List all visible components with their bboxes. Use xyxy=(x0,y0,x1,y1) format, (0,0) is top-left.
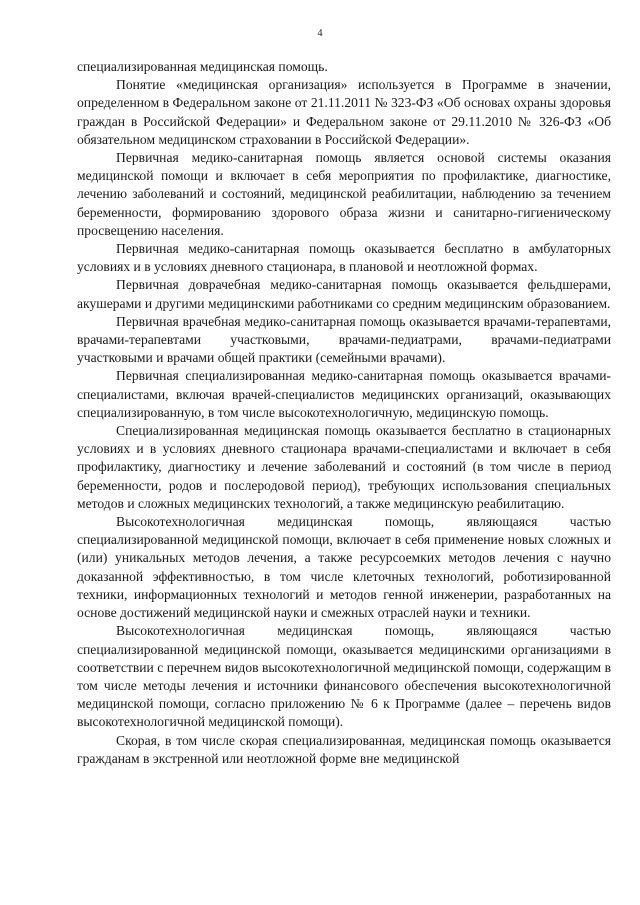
paragraph-emergency-care: Скорая, в том числе скорая специализированная, медицинская помощь оказывается гражданам в экстренной или неотложной форме вне медицинской xyxy=(77,732,611,766)
paragraph-medical-organization-term: Понятие «медицинская организация» используется в Программе в значении, определенном в Федеральном законе от 21.11.2011 № 323-ФЗ «Об основах охраны здоровья граждан в Российской Федерации» и Федеральном законе от 29.11.2010 № 326-ФЗ «Об обязательном медицинском страховании в Российской Федерации». xyxy=(77,77,611,147)
paragraph-high-tech-care-list: Высокотехнологичная медицинская помощь, являющаяся частью специализированной медицинской помощи, оказывается медицинскими организациями в соответствии с перечнем видов высокотехнологичной медицинской помощи, содержащим в том числе методы лечения и источники финансового обеспечения высокотехнологичной медицинской помощи, согласно приложению № 6 к Программе (далее – перечень видов высокотехнологичной медицинской помощи). xyxy=(77,623,611,730)
document-body xyxy=(77,58,611,768)
paragraph-continuation: специализированная медицинская помощь. xyxy=(77,59,328,74)
paragraph-primary-care-basis: Первичная медико-санитарная помощь является основой системы оказания медицинской помощи и включает в себя мероприятия по профилактике, диагностике, лечению заболеваний и состояний, медицинской реабилитации, наблюдению за течением беременности, формированию здорового образа жизни и санитарно-гигиеническому просвещению населения. xyxy=(77,150,611,238)
paragraph-specialized-care: Специализированная медицинская помощь оказывается бесплатно в стационарных условиях и в условиях дневного стационара врачами-специалистами и включает в себя профилактику, диагностику и лечение заболеваний и состояний (в том числе в период беременности, родов и послеродовой период), требующих использования специальных методов и сложных медицинских технологий, а также медицинскую реабилитацию. xyxy=(77,423,611,511)
paragraph-high-tech-care-definition: Высокотехнологичная медицинская помощь, являющаяся частью специализированной медицинской помощи, включает в себя применение новых сложных и (или) уникальных методов лечения, а также ресурсоемких методов лечения с научно доказанной эффективностью, в том числе клеточных технологий, роботизированной техники, информационных технологий и методов генной инженерии, разработанных на основе достижений медицинской науки и смежных отраслей науки и техники. xyxy=(77,514,611,621)
page-number: 4 xyxy=(317,28,323,39)
paragraph-specialized-primary-care: Первичная специализированная медико-санитарная помощь оказывается врачами-специалистами, включая врачей-специалистов медицинских организаций, оказывающих специализированную, в том числе высокотехнологичную, медицинскую помощь. xyxy=(77,368,611,420)
paragraph-physician-care: Первичная врачебная медико-санитарная помощь оказывается врачами-терапевтами, врачами-терапевтами участковыми, врачами-педиатрами, врачами-педиатрами участковыми и врачами общей практики (семейными врачами). xyxy=(77,313,611,366)
paragraph-primary-care-free: Первичная медико-санитарная помощь оказывается бесплатно в амбулаторных условиях и в условиях дневного стационара, в плановой и неотложной формах. xyxy=(77,241,611,275)
paragraph-pre-physician-care: Первичная доврачебная медико-санитарная помощь оказывается фельдшерами, акушерами и другими медицинскими работниками со средним медицинским образованием. xyxy=(77,277,611,311)
